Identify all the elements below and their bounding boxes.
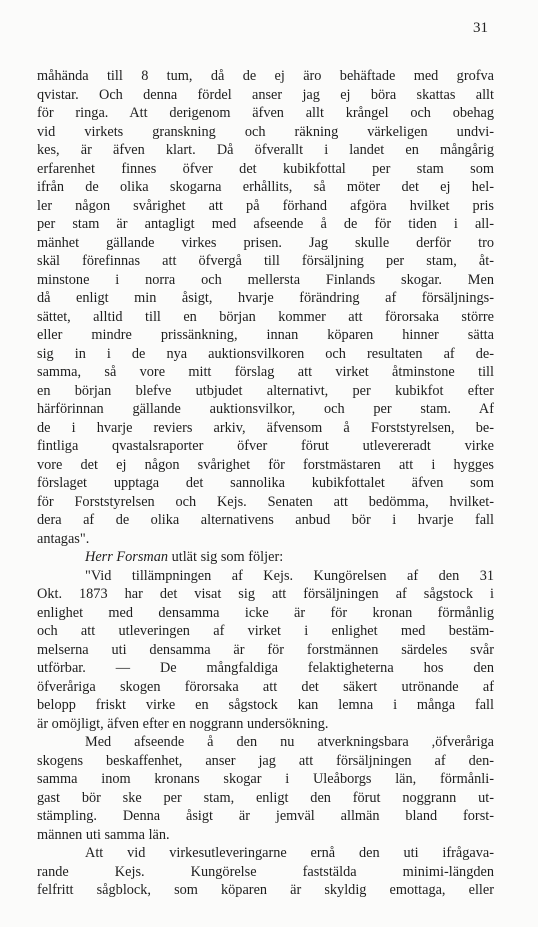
text-line: för ringa. Att derigenom äfven allt krångel och obehag xyxy=(37,105,494,121)
text-line: vid virkets granskning och räkning värkeligen undvi- xyxy=(37,123,494,140)
quote-line: felfritt sågblock, som köparen är skyldig emottaga, eller xyxy=(37,882,494,898)
text-line: härförinnan gällande auktionsvilkor, och per stam. Af xyxy=(37,401,494,417)
text-line: per stam är antagligt med afseende å de för tiden i all- xyxy=(37,216,494,232)
text-line: sättet, alltid till en början kommer att förorsaka större xyxy=(37,308,494,325)
speaker-line xyxy=(37,548,494,567)
quote-line: öfveråriga skogen förorsaka att det säkert utrönande af xyxy=(37,678,494,695)
text-line: för Forststyrelsen och Kejs. Senaten att bedömma, hvilket- xyxy=(37,493,494,510)
text-line: qvistar. Och denna fördel anser jag ej böra skattas allt xyxy=(37,86,494,103)
quote-line: "Vid tillämpningen af Kejs. Kungörelsen af den 31 xyxy=(85,567,494,584)
quote-line: enlighet med densamma icke är för kronan förmånlig xyxy=(37,604,494,621)
quote-line: männen uti samma län. xyxy=(37,826,170,843)
text-line: en början blefve utbjudet alternativt, per kubikfot efter xyxy=(37,382,494,399)
text-line: måhända till 8 tum, då de ej äro behäftade med grofva xyxy=(37,68,494,84)
quote-line: stämpling. Denna åsigt är jemväl allmän bland forst- xyxy=(37,808,494,824)
text-line: dera af de olika alternativens anbud bör i hvarje fall xyxy=(37,512,494,528)
text-line: eller mindre prissänkning, innan köparen hinner sätta xyxy=(37,327,494,343)
quote-line: är omöjligt, äfven efter en noggrann undersökning. xyxy=(37,715,329,732)
quote-line: gast bör ske per stam, enligt den förut noggrann ut- xyxy=(37,789,494,806)
text-line: ifrån de olika skogarna erhållits, så möter det ej hel- xyxy=(37,179,494,195)
text-line: de i hvarje reviers arkiv, äfvensom å Forststyrelsen, be- xyxy=(37,419,494,436)
quote-line: Att vid virkesutleveringarne ernå den uti ifrågava- xyxy=(85,845,494,861)
body-text xyxy=(37,67,494,900)
quote-line: melserna uti densamma är för forstmännen särdeles svår xyxy=(37,641,494,658)
text-line: antagas". xyxy=(37,530,90,547)
quote-line: belopp friskt virke en sågstock kan lemna i många fall xyxy=(37,697,494,713)
text-line: fintliga qvastalsraporter öfver förut utlevereradt virke xyxy=(37,438,494,454)
text-line: minstone i norra och mellersta Finlands skogar. Men xyxy=(37,271,494,288)
quote-line: utförbar. — De mångfaldiga felaktigheterna hos den xyxy=(37,660,494,676)
quote-line: och att utleveringen af virket i enlighet med bestäm- xyxy=(37,623,494,639)
text-line: då enligt min åsigt, hvarje förändring af försäljnings- xyxy=(37,290,494,306)
quote-line: skogens beskaffenhet, anser jag att försäljningen af den- xyxy=(37,752,494,769)
speaker-name: Herr Forsman xyxy=(85,549,169,565)
text-line: erfarenhet finnes öfver det kubikfottal per stam som xyxy=(37,160,494,177)
text-line: mänhet gällande virkes prisen. Jag skulle derför tro xyxy=(37,234,494,251)
speaker-text: utlät sig som följer: xyxy=(171,549,284,565)
quote-line: Med afseende å den nu atverkningsbara ,öfveråriga xyxy=(85,734,494,750)
text-line: ler någon svårighet att på förhand afgöra hvilket pris xyxy=(37,197,494,214)
quote-line: samma inom kronans skogar i Uleåborgs län, förmånli- xyxy=(37,771,494,787)
text-line: sig in i de nya auktionsvilkoren och resultaten af de- xyxy=(37,345,494,362)
quote-line: Okt. 1873 har det visat sig att försäljningen af sågstock i xyxy=(37,586,494,602)
quote-line: rande Kejs. Kungörelse faststälda minimi-längden xyxy=(37,863,494,880)
text-line: skäl förefinnas att öfvergå till försäljning per stam, åt- xyxy=(37,253,494,269)
page-number: 31 xyxy=(473,20,488,36)
text-line: samma, så vore mitt förslag att virket åtminstone till xyxy=(37,364,494,380)
text-line: kes, är äfven klart. Då öfverallt i landet en mångårig xyxy=(37,142,494,158)
text-line: vore det ej någon svårighet för forstmästaren att i hygges xyxy=(37,456,494,473)
text-line: förslaget upptaga det sannolika kubikfottalet äfven som xyxy=(37,475,494,491)
